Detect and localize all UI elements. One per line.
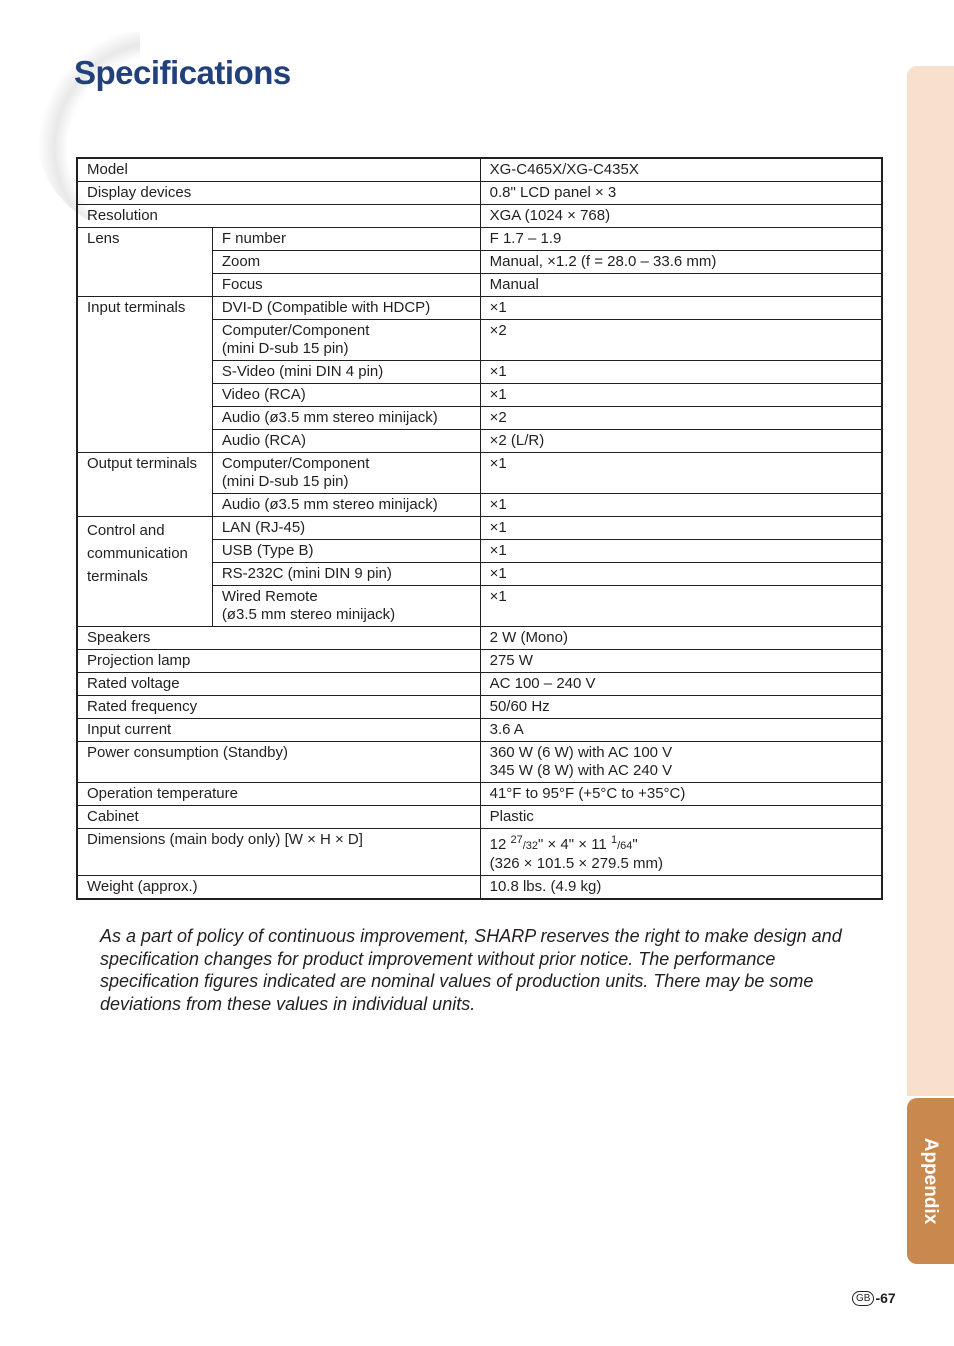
spec-label: Weight (approx.) xyxy=(77,876,480,900)
spec-value: ×2 xyxy=(480,407,882,430)
spec-sublabel: DVI-D (Compatible with HDCP) xyxy=(212,297,480,320)
spec-value: ×1 xyxy=(480,586,882,627)
spec-sublabel xyxy=(212,320,480,361)
spec-value: Plastic xyxy=(480,806,882,829)
spec-value-line: 360 W (6 W) with AC 100 V xyxy=(489,744,673,761)
table-row xyxy=(77,228,882,251)
spec-value: ×2 (L/R) xyxy=(480,430,882,453)
spec-value: Manual xyxy=(480,274,882,297)
region-badge: GB xyxy=(852,1291,874,1306)
dimension-width-whole: 12 xyxy=(489,836,507,853)
dimension-width-fraction-numerator: 27 xyxy=(510,834,523,846)
table-row xyxy=(77,205,882,228)
spec-value: 3.6 A xyxy=(480,719,882,742)
spec-value: ×1 xyxy=(480,384,882,407)
spec-label: Power consumption (Standby) xyxy=(77,742,480,783)
table-row xyxy=(77,806,882,829)
side-tab-background xyxy=(907,66,954,1096)
appendix-tab-label: Appendix xyxy=(920,1137,941,1225)
table-row xyxy=(77,182,882,205)
spec-value: ×1 xyxy=(480,361,882,384)
spec-label: Model xyxy=(77,158,480,182)
spec-value: 41°F to 95°F (+5°C to +35°C) xyxy=(480,783,882,806)
page-number-text: -67 xyxy=(875,1290,896,1306)
dimension-height-and-depth: " × 4" × 11 xyxy=(538,836,607,853)
page-title: Specifications xyxy=(74,54,291,91)
spec-sublabel-line: (ø3.5 mm stereo minijack) xyxy=(221,606,396,623)
spec-sublabel: Audio (RCA) xyxy=(212,430,480,453)
spec-label: Projection lamp xyxy=(77,650,480,673)
table-row xyxy=(77,297,882,320)
spec-value: ×2 xyxy=(480,320,882,361)
spec-sublabel-line: Computer/Component xyxy=(221,455,370,472)
table-row xyxy=(77,673,882,696)
spec-label: Speakers xyxy=(77,627,480,650)
spec-value: 0.8" LCD panel × 3 xyxy=(480,182,882,205)
spec-value: 275 W xyxy=(480,650,882,673)
spec-group-label-line: Control and xyxy=(87,522,165,539)
spec-value: Manual, ×1.2 (f = 28.0 – 33.6 mm) xyxy=(480,251,882,274)
spec-value: AC 100 – 240 V xyxy=(480,673,882,696)
spec-value: ×1 xyxy=(480,494,882,517)
spec-value: ×1 xyxy=(480,563,882,586)
spec-sublabel-line: Computer/Component xyxy=(221,322,370,339)
spec-value: ×1 xyxy=(480,540,882,563)
spec-value xyxy=(480,742,882,783)
table-row xyxy=(77,696,882,719)
spec-label: Display devices xyxy=(77,182,480,205)
spec-value: 10.8 lbs. (4.9 kg) xyxy=(480,876,882,900)
table-row xyxy=(77,453,882,494)
spec-label: Operation temperature xyxy=(77,783,480,806)
spec-value: ×1 xyxy=(480,453,882,494)
spec-value: ×1 xyxy=(480,297,882,320)
table-row xyxy=(77,650,882,673)
spec-sublabel-line: (mini D-sub 15 pin) xyxy=(221,473,349,490)
spec-sublabel: Audio (ø3.5 mm stereo minijack) xyxy=(212,494,480,517)
spec-value: 2 W (Mono) xyxy=(480,627,882,650)
spec-sublabel: LAN (RJ-45) xyxy=(212,517,480,540)
table-row xyxy=(77,829,882,876)
spec-sublabel: Audio (ø3.5 mm stereo minijack) xyxy=(212,407,480,430)
spec-group-label: Lens xyxy=(77,228,212,297)
spec-label: Dimensions (main body only) [W × H × D] xyxy=(77,829,480,876)
dimension-depth-fraction-numerator: 1 xyxy=(610,834,618,846)
table-row xyxy=(77,783,882,806)
table-row xyxy=(77,158,882,182)
spec-group-label-line: terminals xyxy=(87,568,148,585)
spec-value: ×1 xyxy=(480,517,882,540)
table-row xyxy=(77,627,882,650)
spec-label: Rated voltage xyxy=(77,673,480,696)
spec-sublabel-line: (mini D-sub 15 pin) xyxy=(221,340,349,357)
dimension-width-fraction-denominator: /32 xyxy=(522,840,539,852)
spec-label: Rated frequency xyxy=(77,696,480,719)
spec-value: XG-C465X/XG-C435X xyxy=(480,158,882,182)
spec-label: Cabinet xyxy=(77,806,480,829)
spec-group-label: Output terminals xyxy=(77,453,212,517)
spec-value-line: 345 W (8 W) with AC 240 V xyxy=(489,762,673,779)
table-row xyxy=(77,876,882,900)
table-row xyxy=(77,517,882,540)
specifications-table xyxy=(76,157,883,900)
spec-sublabel: USB (Type B) xyxy=(212,540,480,563)
dimension-depth-unit: " xyxy=(632,836,638,853)
spec-value: 50/60 Hz xyxy=(480,696,882,719)
spec-sublabel-line: Wired Remote xyxy=(221,588,318,605)
spec-sublabel: S-Video (mini DIN 4 pin) xyxy=(212,361,480,384)
spec-sublabel: Video (RCA) xyxy=(212,384,480,407)
spec-group-label: Input terminals xyxy=(77,297,212,453)
dimension-depth-fraction-denominator: /64 xyxy=(617,840,633,852)
spec-sublabel xyxy=(212,586,480,627)
table-row xyxy=(77,742,882,783)
spec-group-label xyxy=(77,517,212,627)
page-number xyxy=(852,1290,896,1306)
spec-sublabel xyxy=(212,453,480,494)
spec-group-label-line: communication xyxy=(87,545,188,562)
improvement-notice: As a part of policy of continuous improvement, SHARP reserves the right to make design and specification changes for product improvement without prior notice. The performance specification figures indicated are nominal values of production units. There may be some deviations from these values in individual units. xyxy=(100,926,842,1014)
spec-value xyxy=(480,829,882,876)
spec-value: F 1.7 – 1.9 xyxy=(480,228,882,251)
dimension-metric: (326 × 101.5 × 279.5 mm) xyxy=(489,855,664,872)
spec-value: XGA (1024 × 768) xyxy=(480,205,882,228)
table-row xyxy=(77,719,882,742)
spec-sublabel: Zoom xyxy=(212,251,480,274)
spec-label: Resolution xyxy=(77,205,480,228)
spec-label: Input current xyxy=(77,719,480,742)
spec-sublabel: Focus xyxy=(212,274,480,297)
spec-sublabel: F number xyxy=(212,228,480,251)
spec-sublabel: RS-232C (mini DIN 9 pin) xyxy=(212,563,480,586)
